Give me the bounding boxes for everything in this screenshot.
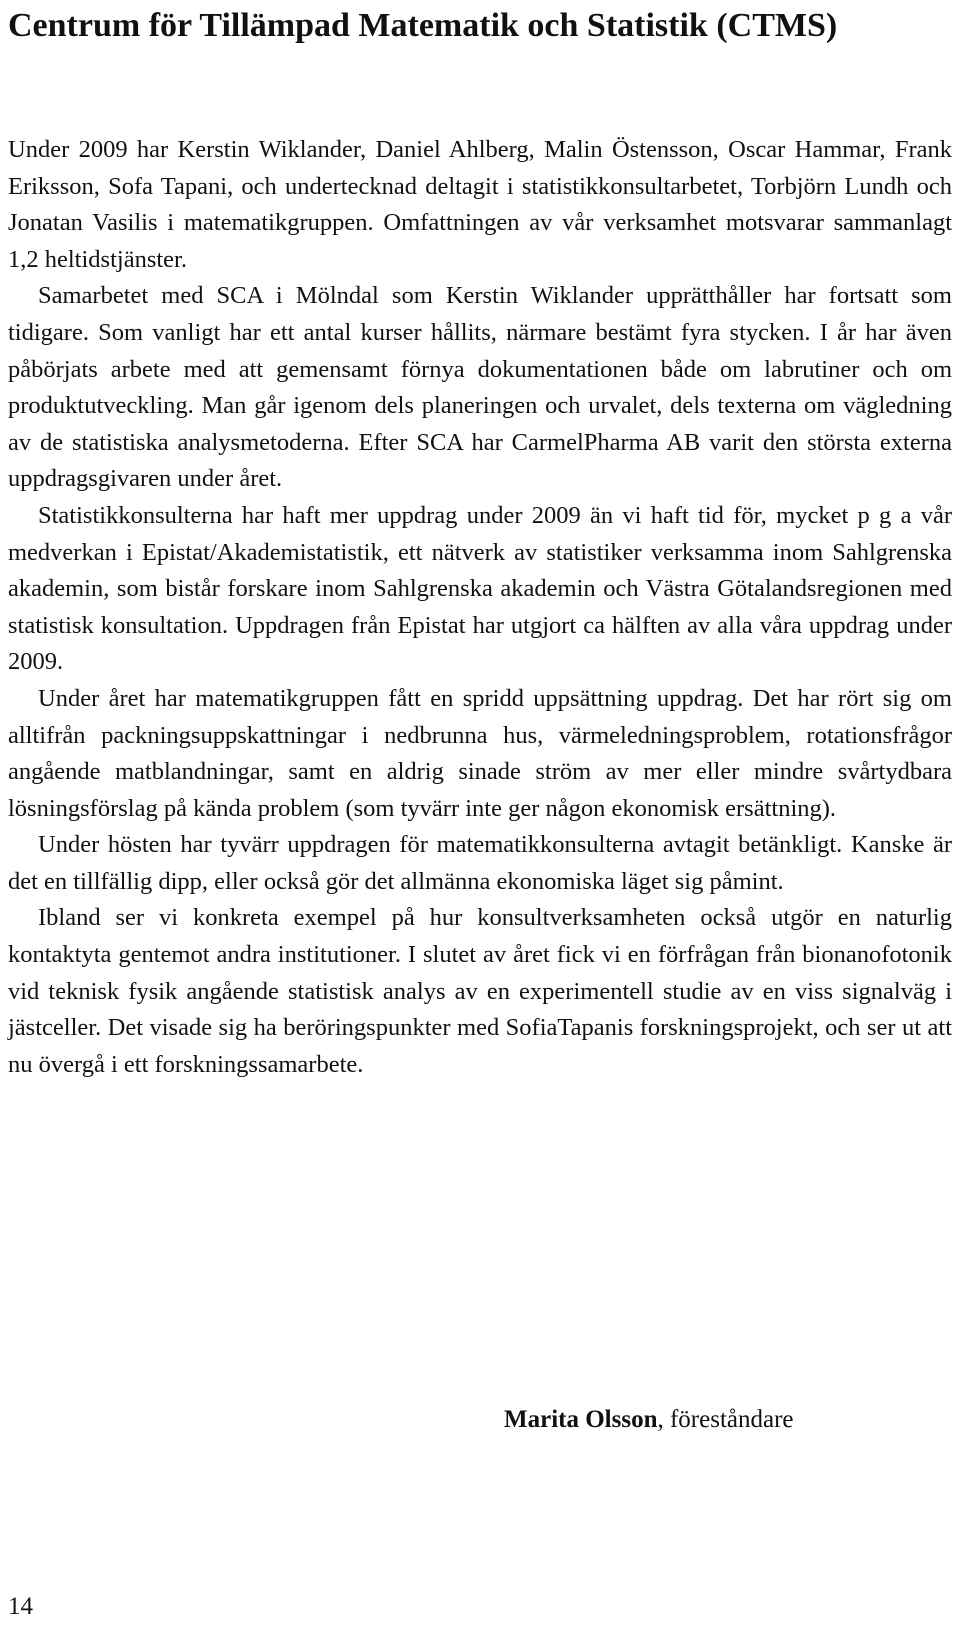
body-text — [8, 132, 952, 1083]
signature-role: , föreståndare — [657, 1406, 794, 1433]
paragraph-statistics-consulting: Statistikkonsulterna har haft mer uppdrag under 2009 än vi haft tid för, mycket p g a vår medverkan i Epistat/Akademistatistik, ett nätverk av statistiker verksamma inom Sahlgrenska akademin, som bistår forskare inom Sahlgrenska akademin och Västra Götalandsregionen med statistisk konsultation. Uppdragen från Epistat har utgjort ca hälften av alla våra uppdrag under 2009. — [8, 501, 952, 676]
paragraph-autumn-decline: Under hösten har tyvärr uppdragen för matematikkonsulterna avtagit betänkligt. Kanske är det en tillfällig dipp, eller också gör det allmänna ekonomiska läget sig påmint. — [8, 831, 952, 895]
signature-name: Marita Olsson — [504, 1406, 658, 1433]
page-number: 14 — [8, 1593, 33, 1620]
signature — [504, 1402, 794, 1438]
paragraph-sca-collaboration: Samarbetet med SCA i Mölndal som Kerstin Wiklander upprätthåller har fortsatt som tidigare. Som vanligt har ett antal kurser hållits, närmare bestämt fyra stycken. I år har även påbörjats arbete med att gemensamt förnya dokumentationen både om labrutiner och om produktutveckling. Man går igenom dels planeringen och urvalet, dels texterna om vägledning av de statistiska analysmetoderna. Efter SCA har CarmelPharma AB varit den största externa uppdragsgivaren under året. — [8, 282, 952, 493]
paragraph-contact-surface: Ibland ser vi konkreta exempel på hur konsultverksamheten också utgör en naturlig kontaktyta gentemot andra institutioner. I slutet av året fick vi en förfrågan från bionanofotonik vid teknisk fysik angående statistisk analys av en experimentell studie av en viss signalväg i jästceller. Det visade sig ha beröringspunkter med SofiaTapanis forskningsprojekt, och ser ut att nu övergå i ett forskningssamarbete. — [8, 904, 952, 1078]
page-title: Centrum för Tillämpad Matematik och Statistik (CTMS) — [8, 7, 838, 44]
paragraph-staff: Under 2009 har Kerstin Wiklander, Daniel Ahlberg, Malin Östensson, Oscar Hammar, Frank Eriksson, Sofa Tapani, och undertecknad deltagit i statistikkonsultarbetet, Torbjörn Lundh och Jonatan Vasilis i matematikgruppen. Omfattningen av vår verksamhet motsvarar sammanlagt 1,2 heltidstjänster. — [8, 136, 952, 273]
paragraph-math-group: Under året har matematikgruppen fått en spridd uppsättning uppdrag. Det har rört sig om alltifrån packningsuppskattningar i nedbrunna hus, värmeledningsproblem, rotationsfrågor angående matblandningar, samt en aldrig sinade ström av mer eller mindre svårtydbara lösningsförslag på kända problem (som tyvärr inte ger någon ekonomisk ersättning). — [8, 684, 952, 822]
